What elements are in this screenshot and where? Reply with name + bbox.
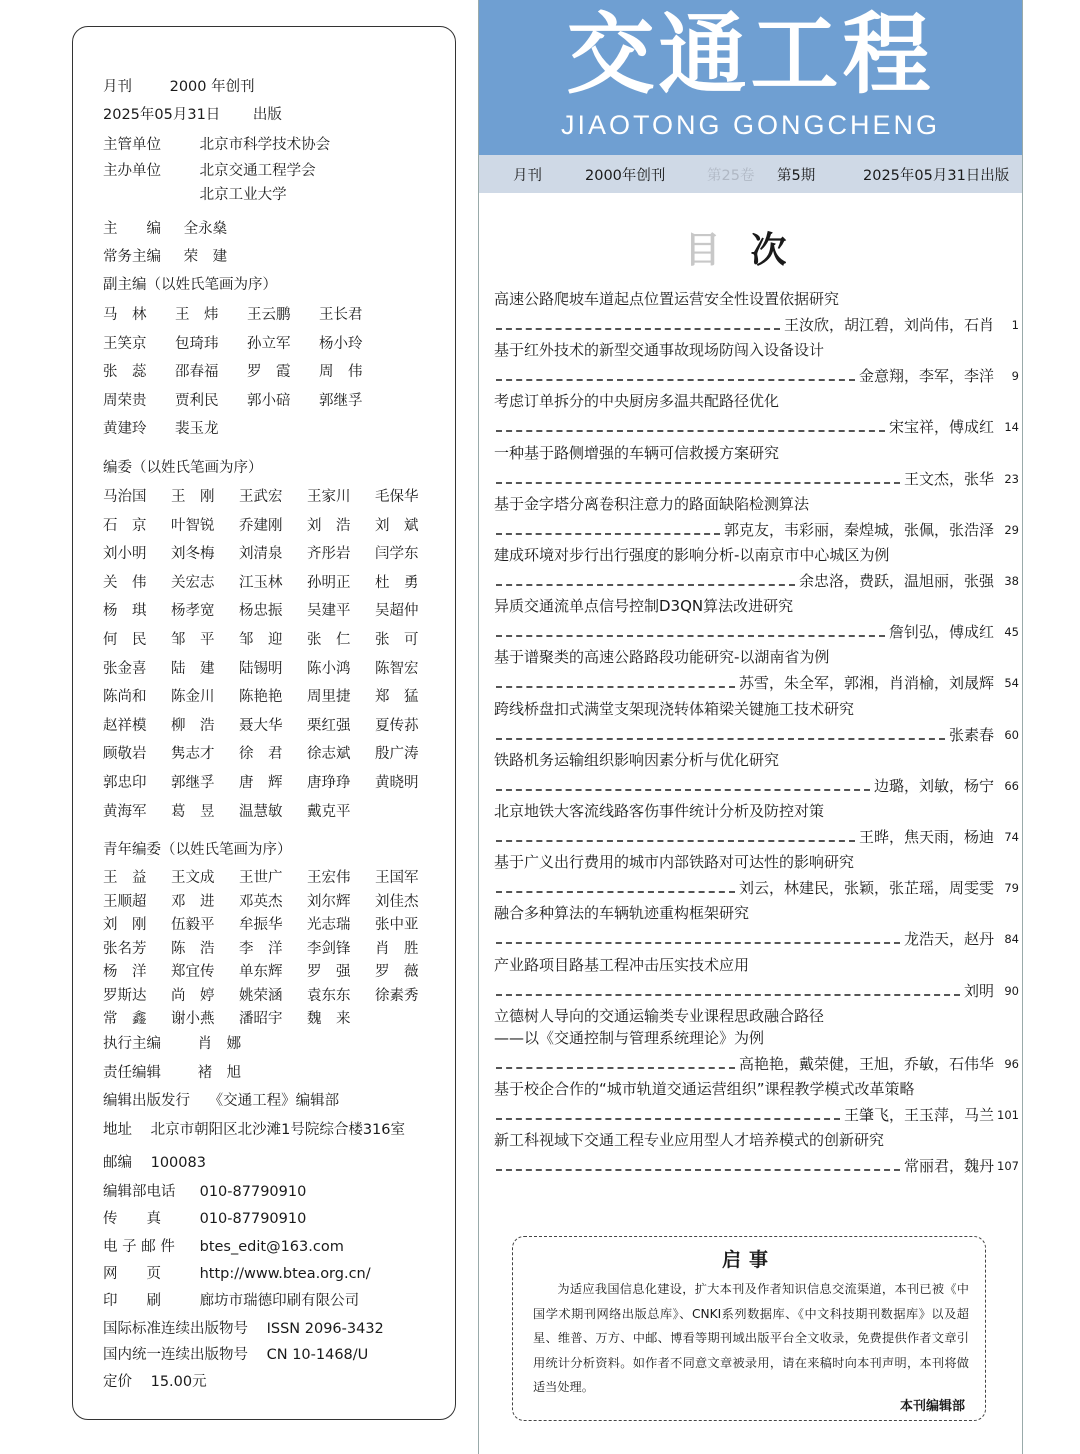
toc-entry-author-line <box>494 519 994 540</box>
toc-entry-page: 38 <box>1004 574 1019 588</box>
toc-entry-authors: 刘明 <box>963 981 994 1000</box>
phone-label: 编辑部电话 <box>103 1184 176 1200</box>
toc-entry-authors: 王肇飞，王玉萍，马兰 <box>843 1106 994 1124</box>
issn-label: 国际标准连续出版物号 <box>103 1321 248 1337</box>
person-name: 郭忠印 <box>103 775 147 791</box>
sponsor-2: 北京工业大学 <box>199 187 287 203</box>
person-name: 肖 胜 <box>375 940 419 957</box>
pub-date: 2025年05月31日 <box>103 107 221 123</box>
person-name: 张名芳 <box>103 940 147 957</box>
person-name: 顾敬岩 <box>103 746 147 763</box>
person-name: 张 可 <box>375 632 419 648</box>
leader-dashes <box>496 994 960 996</box>
person-name: 光志瑞 <box>307 917 351 933</box>
person-name: 潘昭宇 <box>239 1011 283 1027</box>
person-name: 葛 昱 <box>171 803 215 820</box>
toc-entry-title[interactable]: 融合多种算法的车辆轨迹重构框架研究 <box>494 904 750 923</box>
printer-label: 印 刷 <box>103 1293 161 1309</box>
journal-pinyin: JIAOTONG GONGCHENG <box>560 110 941 140</box>
person-name: 张 仁 <box>307 632 351 648</box>
toc-entry-page: 23 <box>1004 471 1019 486</box>
frequency: 月刊 <box>103 79 132 95</box>
price: 15.00元 <box>150 1374 207 1390</box>
web-label: 网 页 <box>103 1266 161 1282</box>
person-name: 李剑锋 <box>307 940 351 957</box>
postcode: 100083 <box>150 1155 206 1171</box>
person-name: 陈金川 <box>171 689 215 706</box>
person-name: 唐琤琤 <box>307 775 351 791</box>
toc-entry-author-line <box>494 877 994 898</box>
person-name: 隽志才 <box>171 746 215 763</box>
toc-entry-author-line <box>494 1104 994 1125</box>
toc-entry-page: 54 <box>1004 676 1019 691</box>
person-name: 王长君 <box>319 307 363 323</box>
person-name: 孙明正 <box>307 574 351 591</box>
person-name: 江玉林 <box>239 574 283 591</box>
web-line <box>103 1262 371 1283</box>
leader-dashes <box>496 686 735 688</box>
publisher: 《交通工程》编辑部 <box>208 1093 340 1109</box>
toc-entry-authors: 余忠洛，费跃，温旭丽，张强 <box>798 572 994 590</box>
toc-heading <box>479 222 1022 273</box>
person-name: 单东辉 <box>239 964 283 980</box>
person-name: 聂大华 <box>239 717 283 734</box>
leader-dashes <box>496 328 780 330</box>
supervisor-line <box>103 133 330 154</box>
person-name: 包琦玮 <box>175 335 219 352</box>
frequency-line <box>103 75 255 96</box>
toc-entry-page: 66 <box>1004 778 1019 793</box>
person-name: 魏 来 <box>307 1011 351 1027</box>
chief-editor-label: 主 编 <box>103 221 161 237</box>
leader-dashes <box>496 635 885 637</box>
toc-entry-authors: 边璐，刘敏，杨宁 <box>873 776 994 795</box>
phone: 010-87790910 <box>199 1184 307 1200</box>
person-name: 刘清泉 <box>239 546 283 563</box>
toc-entry-author-line <box>494 672 994 693</box>
cover-volume: 第25卷 <box>707 168 755 184</box>
cover-frequency: 月刊 <box>513 168 542 184</box>
toc-entry-page: 101 <box>997 1108 1019 1122</box>
person-name: 谢小燕 <box>171 1011 215 1027</box>
issn: ISSN 2096-3432 <box>266 1321 384 1337</box>
person-name: 刘冬梅 <box>171 546 215 563</box>
web-link[interactable]: http://www.btea.org.cn/ <box>199 1266 371 1282</box>
person-name: 邹 平 <box>171 632 215 648</box>
sponsor-line <box>103 159 316 180</box>
toc-entry-title[interactable]: 铁路机务运输组织影响因素分析与优化研究 <box>494 750 780 769</box>
person-name: 陈尚和 <box>103 689 147 706</box>
person-name: 邵春福 <box>175 364 219 380</box>
exec-chief: 荣 建 <box>183 249 228 265</box>
toc-entry-author-line <box>494 416 994 437</box>
person-name: 温慧敏 <box>239 803 283 820</box>
person-name: 罗斯达 <box>103 987 147 1004</box>
address: 北京市朝阳区北沙滩1号院综合楼316室 <box>150 1122 406 1138</box>
toc-entry-title[interactable]: 基于广义出行费用的城市内部铁路对可达性的影响研究 <box>494 853 855 872</box>
person-name: 王 益 <box>103 870 147 886</box>
person-name: 刘尔辉 <box>307 893 351 910</box>
resp-editor-line <box>103 1061 241 1082</box>
price-line <box>103 1370 207 1391</box>
person-name: 王顺超 <box>103 893 147 910</box>
person-name: 杨 洋 <box>103 964 147 980</box>
notice-box <box>512 1236 986 1421</box>
toc-entry-title[interactable]: 北京地铁大客流线路客伤事件统计分析及防控对策 <box>494 802 825 820</box>
person-name: 陆锡明 <box>239 660 283 677</box>
person-name: 吴建平 <box>307 603 351 620</box>
person-name: 杨孝宽 <box>171 603 215 620</box>
toc-entry-title[interactable]: 基于谱聚类的高速公路路段功能研究-以湖南省为例 <box>494 648 830 667</box>
email-label: 电 子 邮 件 <box>103 1239 175 1255</box>
toc-entry-page: 96 <box>1004 1056 1019 1071</box>
publisher-label: 编辑出版发行 <box>103 1093 190 1109</box>
address-label: 地址 <box>103 1122 132 1138</box>
toc-entry-authors: 王文杰，张华 <box>903 469 994 488</box>
cover-issue: 第5期 <box>777 168 816 184</box>
person-name: 周里捷 <box>307 689 351 706</box>
toc-entry-title[interactable]: 跨线桥盘扣式满堂支架现浇转体箱梁关键施工技术研究 <box>494 699 855 718</box>
person-name: 乔建刚 <box>239 517 283 534</box>
person-name: 张 蕊 <box>103 364 147 380</box>
toc-entry-author-line <box>494 365 994 386</box>
person-name: 王笑京 <box>103 335 147 352</box>
toc-entry-authors: 王汝欣，胡江碧，刘尚伟，石肖 <box>783 316 994 334</box>
person-name: 王云鹏 <box>247 307 291 323</box>
person-name: 陈 浩 <box>171 940 215 957</box>
founded: 2000 年创刊 <box>169 79 255 95</box>
toc-entry-authors: 宋宝祥，傅成红 <box>888 418 994 437</box>
person-name: 王 刚 <box>171 489 215 505</box>
exec-editor: 肖 娜 <box>197 1036 242 1052</box>
person-name: 常 鑫 <box>103 1011 147 1027</box>
toc-entry-authors: 龙浩天，赵丹 <box>903 930 994 949</box>
journal-page <box>478 0 1023 1454</box>
person-name: 栗红强 <box>307 717 351 734</box>
youth-title: 青年编委（以姓氏笔画为序） <box>103 842 292 858</box>
toc-entry-title[interactable]: 高速公路爬坡车道起点位置运营安全性设置依据研究 <box>494 290 840 308</box>
toc-heading-1: 目 <box>684 230 751 271</box>
toc-entry-author-line <box>494 980 994 1001</box>
person-name: 杨忠振 <box>239 603 283 620</box>
person-name: 周 伟 <box>319 364 363 380</box>
person-name: 王武宏 <box>239 489 283 505</box>
journal-title: 交通工程 <box>566 3 935 106</box>
exec-editor-line <box>103 1032 241 1053</box>
sponsor-label: 主办单位 <box>103 163 161 179</box>
toc-entry-author-line <box>494 314 994 335</box>
toc-entry-title[interactable]: 新工科视域下交通工程专业应用型人才培养模式的创新研究 <box>494 1131 885 1150</box>
person-name: 王文成 <box>171 870 215 886</box>
leader-dashes <box>496 1169 900 1171</box>
toc-entry-authors: 刘云，林建民，张颖，张芷瑶，周雯雯 <box>738 879 994 898</box>
pub-date-line <box>103 103 282 124</box>
person-name: 杨小玲 <box>319 335 363 352</box>
toc-entry-author-line <box>494 621 994 642</box>
person-name: 刘小明 <box>103 546 147 563</box>
leader-dashes <box>496 1118 840 1120</box>
chief-editor: 全永燊 <box>183 221 228 237</box>
person-name: 郑 猛 <box>375 689 419 706</box>
person-name: 王国军 <box>375 870 419 886</box>
leader-dashes <box>496 379 855 381</box>
person-name: 罗 强 <box>307 964 351 980</box>
person-name: 黄建玲 <box>103 421 147 437</box>
toc-entry-title[interactable]: 异质交通流单点信号控制D3QN算法改进研究 <box>494 597 794 616</box>
toc-entry-page: 29 <box>1004 522 1019 537</box>
toc-entry-page: 84 <box>1004 932 1019 947</box>
toc-entry-page: 107 <box>997 1159 1019 1174</box>
person-name: 陈艳艳 <box>239 689 283 706</box>
person-name: 陈智宏 <box>375 660 419 677</box>
person-name: 闫学东 <box>375 546 419 563</box>
person-name: 王世广 <box>239 870 283 886</box>
person-name: 毛保华 <box>375 489 419 505</box>
toc-entry-authors: 常丽君，魏丹 <box>903 1157 994 1176</box>
person-name: 夏传荪 <box>375 717 419 734</box>
person-name: 赵祥模 <box>103 717 147 734</box>
cn: CN 10-1468/U <box>266 1347 369 1363</box>
issue-info-bar <box>479 155 1022 193</box>
toc-entry-author-line <box>494 1155 994 1176</box>
leader-dashes <box>496 789 870 791</box>
toc-entry-title[interactable]: 基于金字塔分离卷积注意力的路面缺陷检测算法 <box>494 494 810 513</box>
toc-entry-author-line <box>494 724 994 745</box>
person-name: 戴克平 <box>307 803 351 820</box>
cn-label: 国内统一连续出版物号 <box>103 1347 248 1363</box>
address-line <box>103 1118 405 1139</box>
toc-entry-author-line <box>494 570 994 591</box>
fax-label: 传 真 <box>103 1211 161 1227</box>
person-name: 杨 琪 <box>103 603 147 620</box>
toc-entry-author-line <box>494 826 994 847</box>
toc-entry-authors: 詹钊弘，傅成红 <box>888 623 994 642</box>
person-name: 王家川 <box>307 489 351 505</box>
person-name: 邹 迎 <box>239 632 283 648</box>
person-name: 郭小碚 <box>247 392 291 409</box>
publisher-line <box>103 1089 339 1110</box>
person-name: 陈小鸿 <box>307 660 351 677</box>
person-name: 郭继孚 <box>171 775 215 791</box>
person-name: 邓 进 <box>171 893 215 910</box>
toc-heading-2: 次 <box>750 230 817 271</box>
person-name: 刘 刚 <box>103 917 147 933</box>
fax-line <box>103 1207 306 1228</box>
toc-entry-title[interactable]: 建成环境对步行出行强度的影响分析-以南京市中心城区为例 <box>494 546 890 564</box>
person-name: 郭继孚 <box>319 392 363 409</box>
person-name: 马 林 <box>103 307 147 323</box>
postcode-label: 邮编 <box>103 1155 132 1171</box>
person-name: 何 民 <box>103 632 147 648</box>
person-name: 柳 浩 <box>171 717 215 734</box>
supervisor-label: 主管单位 <box>103 137 161 153</box>
fax: 010-87790910 <box>199 1211 307 1227</box>
person-name: 周荣贵 <box>103 392 147 409</box>
toc-entry-author-line <box>494 1053 994 1074</box>
person-name: 李 洋 <box>239 940 283 957</box>
toc-entry-author-line <box>494 775 994 796</box>
person-name: 殷广涛 <box>375 746 419 763</box>
masthead-box <box>72 26 456 1420</box>
leader-dashes <box>496 584 795 586</box>
person-name: 伍毅平 <box>171 917 215 933</box>
printer: 廊坊市瑞德印刷有限公司 <box>199 1293 360 1309</box>
cn-line <box>103 1343 368 1364</box>
person-name: 黄晓明 <box>375 775 419 791</box>
toc-entry-authors: 王晔，焦天雨，杨迪 <box>858 828 994 846</box>
deputy-title: 副主编（以姓氏笔画为序） <box>103 277 277 293</box>
person-name: 石 京 <box>103 517 147 534</box>
leader-dashes <box>496 482 900 484</box>
person-name: 孙立军 <box>247 335 291 352</box>
email[interactable]: btes_edit@163.com <box>199 1239 344 1255</box>
toc-entry-authors: 苏雪，朱全军，郭湘，肖消榆，刘晟辉 <box>738 674 994 693</box>
notice-body: 为适应我国信息化建设，扩大本刊及作者知识信息交流渠道，本刊已被《中国学术期刊网络出版总库》、CNKI系列数据库、《中文科技期刊数据库》以及超星、维普、万方、中邮、博看等期刊域出版平台全文收录，免费提供作者文章引用统计分析资料。如作者不同意文章被录用，请在来稿时向本刊声明，本刊将做适当处理。 <box>533 1282 969 1394</box>
printer-line <box>103 1289 359 1310</box>
person-name: 罗 霞 <box>247 364 291 380</box>
cover-founded: 2000年创刊 <box>585 168 666 184</box>
toc-entry-subtitle: ——以《交通控制与管理系统理论》为例 <box>494 1028 765 1047</box>
supervisor: 北京市科学技术协会 <box>199 137 331 153</box>
issn-line <box>103 1317 384 1338</box>
toc-entry-title[interactable]: 考虑订单拆分的中央厨房多温共配路径优化 <box>494 392 780 411</box>
exec-chief-label: 常务主编 <box>103 249 161 265</box>
resp-editor: 褚 旭 <box>197 1065 242 1081</box>
cover-date: 2025年05月31日出版 <box>863 168 1010 184</box>
person-name: 唐 辉 <box>239 775 283 791</box>
toc-entry-authors: 张素春 <box>948 725 994 744</box>
notice-title: 启事 <box>721 1249 776 1271</box>
person-name: 王宏伟 <box>307 870 351 886</box>
toc-entry-authors: 郭克友，韦彩丽，秦煌城，张佩，张浩泽 <box>723 520 994 539</box>
toc-entry-page: 60 <box>1004 727 1019 742</box>
person-name: 牟振华 <box>239 917 283 933</box>
person-name: 叶智锐 <box>171 517 215 534</box>
person-name: 邓英杰 <box>239 893 283 910</box>
postcode-line <box>103 1151 206 1172</box>
toc-entry-page: 1 <box>1011 318 1019 332</box>
person-name: 王 炜 <box>175 307 219 323</box>
price-label: 定价 <box>103 1374 132 1390</box>
person-name: 徐志斌 <box>307 746 351 763</box>
email-line <box>103 1235 344 1256</box>
person-name: 关宏志 <box>171 574 215 591</box>
person-name: 吴超仲 <box>375 603 419 620</box>
leader-dashes <box>496 891 735 893</box>
toc-entry-authors: 金意翔，李军，李洋 <box>858 367 994 386</box>
person-name: 刘 浩 <box>307 517 351 534</box>
toc-entry-title[interactable]: 立德树人导向的交通运输类专业课程思政融合路径 <box>494 1006 825 1025</box>
leader-dashes <box>496 533 720 535</box>
person-name: 罗 薇 <box>375 964 419 980</box>
toc-entry-author-line <box>494 928 994 949</box>
toc-entry-page: 90 <box>1004 983 1019 998</box>
person-name: 郑宜传 <box>171 964 215 980</box>
board-title: 编委（以姓氏笔画为序） <box>103 460 263 476</box>
person-name: 裴玉龙 <box>175 421 219 437</box>
toc-entry-authors: 高艳艳，戴荣健，王旭，乔敏，石伟华 <box>738 1054 994 1073</box>
toc-entry-page: 14 <box>1004 420 1019 435</box>
exec-chief-line <box>103 245 227 266</box>
toc-entry-title[interactable]: 产业路项目路基工程冲击压实技术应用 <box>494 955 750 974</box>
person-name: 徐 君 <box>239 746 283 763</box>
resp-editor-label: 责任编辑 <box>103 1065 161 1081</box>
phone-line <box>103 1180 306 1201</box>
notice-signature: 本刊编辑部 <box>899 1399 965 1414</box>
person-name: 张中亚 <box>375 917 419 933</box>
leader-dashes <box>496 738 945 740</box>
leader-dashes <box>496 942 900 944</box>
sponsor-line-2 <box>103 183 287 204</box>
person-name: 陆 建 <box>171 660 215 677</box>
exec-editor-label: 执行主编 <box>103 1036 161 1052</box>
toc-entry-page: 74 <box>1004 830 1019 844</box>
person-name: 袁东东 <box>307 987 351 1004</box>
person-name: 尚 婷 <box>171 987 215 1004</box>
toc-entry-page: 79 <box>1004 881 1019 896</box>
leader-dashes <box>496 1067 735 1069</box>
person-name: 黄海军 <box>103 803 147 820</box>
toc-entry-author-line <box>494 468 994 489</box>
toc-entry-page: 9 <box>1011 369 1019 384</box>
leader-dashes <box>496 840 855 842</box>
person-name: 齐彤岩 <box>307 546 351 563</box>
toc-entry-page: 45 <box>1004 625 1019 640</box>
person-name: 关 伟 <box>103 574 147 591</box>
person-name: 贾利民 <box>175 392 219 409</box>
person-name: 刘佳杰 <box>375 893 419 910</box>
person-name: 徐素秀 <box>375 987 419 1004</box>
leader-dashes <box>496 430 885 432</box>
toc-entry-title[interactable]: 一种基于路侧增强的车辆可信救援方案研究 <box>494 443 780 462</box>
person-name: 姚荣涵 <box>239 987 283 1004</box>
person-name: 刘 斌 <box>375 517 419 534</box>
chief-editor-line <box>103 217 227 238</box>
person-name: 杜 勇 <box>375 574 419 591</box>
toc-entry-title[interactable]: 基于校企合作的“城市轨道交通运营组织”课程教学模式改革策略 <box>494 1080 915 1098</box>
toc-entry-title[interactable]: 基于红外技术的新型交通事故现场防闯入设备设计 <box>494 341 825 360</box>
pub-label: 出版 <box>252 107 282 123</box>
person-name: 张金喜 <box>103 660 147 677</box>
title-banner <box>479 0 1022 155</box>
person-name: 马治国 <box>103 489 147 505</box>
sponsor-1: 北京交通工程学会 <box>199 163 316 179</box>
